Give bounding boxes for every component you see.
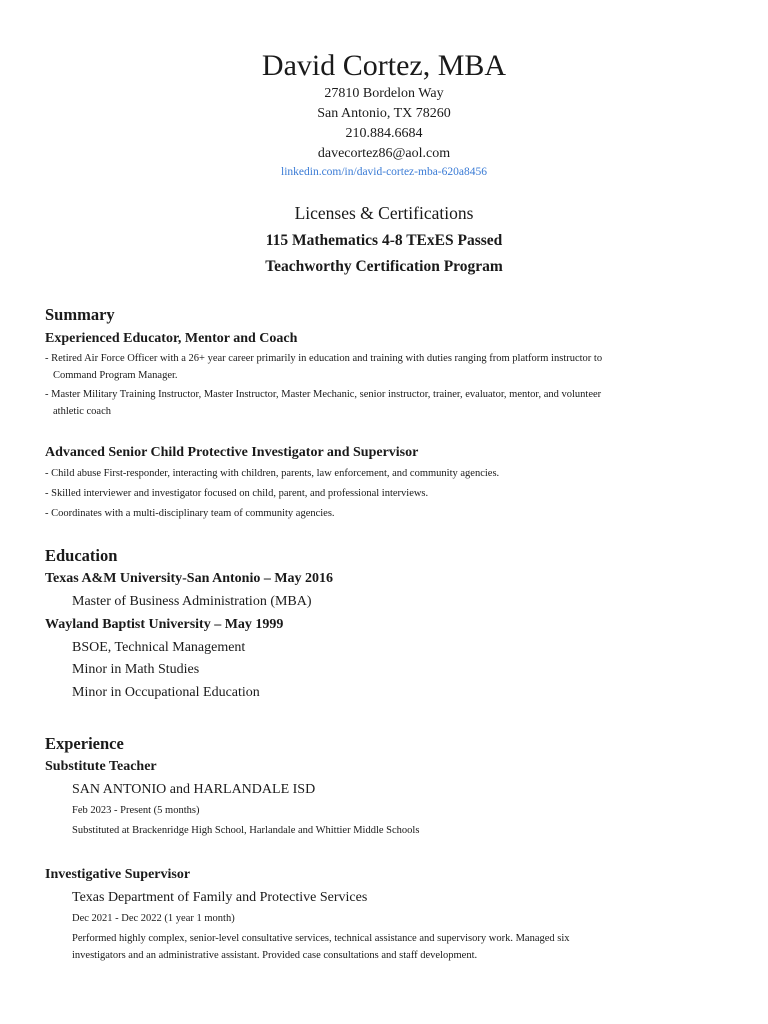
job-title: Substitute Teacher bbox=[45, 759, 157, 774]
licenses-title: Licenses & Certifications bbox=[294, 203, 474, 223]
bullet-line: - Master Military Training Instructor, Master Instructor, Master Mechanic, senior instructor, trainer, evaluator, mentor, and volunteer bbox=[45, 389, 602, 400]
bullet-line: - Coordinates with a multi-disciplinary team of community agencies. bbox=[45, 508, 335, 519]
summary-bullet bbox=[45, 486, 725, 503]
summary-heading: Advanced Senior Child Protective Investigator and Supervisor bbox=[45, 445, 419, 460]
candidate-name: David Cortez, MBA bbox=[261, 49, 507, 82]
job-title: Investigative Supervisor bbox=[45, 867, 191, 882]
job-employer: SAN ANTONIO and HARLANDALE ISD bbox=[72, 782, 316, 797]
school-name: Wayland Baptist University – May 1999 bbox=[45, 617, 284, 632]
summary-bullet bbox=[45, 351, 725, 384]
description-line: Performed highly complex, senior-level consultative services, technical assistance and supervisory work. Managed six bbox=[72, 933, 570, 944]
phone-number: 210.884.6684 bbox=[345, 126, 423, 141]
email-address: davecortez86@aol.com bbox=[317, 146, 451, 161]
degree-detail: BSOE, Technical Management bbox=[72, 640, 246, 655]
job-dates: Dec 2021 - Dec 2022 (1 year 1 month) bbox=[72, 913, 235, 924]
linkedin-link[interactable]: linkedin.com/in/david-cortez-mba-620a8456 bbox=[281, 166, 487, 178]
description-line: investigators and an administrative assistant. Provided case consultations and staff development. bbox=[72, 949, 478, 961]
summary-bullet bbox=[45, 387, 725, 420]
address-line-2: San Antonio, TX 78260 bbox=[317, 106, 451, 121]
summary-heading: Experienced Educator, Mentor and Coach bbox=[45, 331, 298, 346]
summary-title: Summary bbox=[45, 305, 115, 324]
degree-detail: Minor in Occupational Education bbox=[72, 685, 260, 700]
bullet-line: - Retired Air Force Officer with a 26+ year career primarily in education and training with duties ranging from platform instructor to bbox=[45, 353, 603, 364]
job-employer: Texas Department of Family and Protective Services bbox=[72, 890, 368, 905]
license-item: 115 Mathematics 4-8 TExES Passed bbox=[265, 232, 503, 249]
job-dates: Feb 2023 - Present (5 months) bbox=[72, 805, 200, 816]
bullet-line: - Child abuse First-responder, interacting with children, parents, law enforcement, and community agencies. bbox=[45, 468, 500, 479]
experience-title: Experience bbox=[45, 734, 124, 753]
education-title: Education bbox=[45, 546, 118, 565]
address-line-1: 27810 Bordelon Way bbox=[324, 86, 444, 101]
bullet-line: - Skilled interviewer and investigator focused on child, parent, and professional interviews. bbox=[45, 488, 429, 499]
job-description: Substituted at Brackenridge High School, Harlandale and Whittier Middle Schools bbox=[72, 825, 420, 836]
school-name: Texas A&M University-San Antonio – May 2016 bbox=[45, 571, 334, 586]
summary-bullet bbox=[45, 506, 725, 523]
bullet-line: athletic coach bbox=[53, 405, 112, 417]
job-description bbox=[72, 931, 712, 964]
license-item: Teachworthy Certification Program bbox=[265, 258, 503, 275]
degree-detail: Master of Business Administration (MBA) bbox=[72, 594, 312, 609]
linkedin-row bbox=[0, 162, 768, 182]
bullet-line: Command Program Manager. bbox=[53, 369, 178, 381]
degree-detail: Minor in Math Studies bbox=[72, 662, 200, 677]
summary-bullet bbox=[45, 466, 725, 483]
